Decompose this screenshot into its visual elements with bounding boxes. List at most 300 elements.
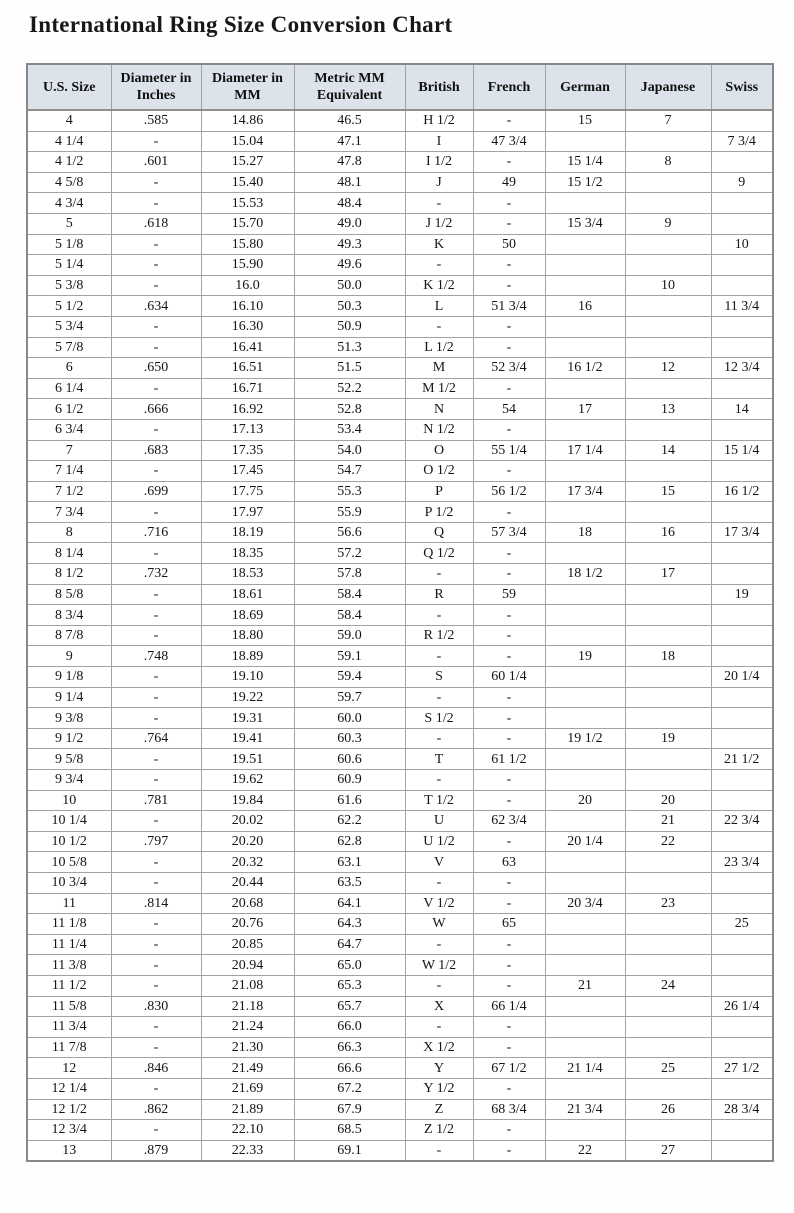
table-cell: 21.24 — [201, 1017, 294, 1038]
table-cell: 51 3/4 — [473, 296, 545, 317]
table-cell — [711, 378, 773, 399]
table-cell: 62.2 — [294, 811, 405, 832]
table-cell: Y 1/2 — [405, 1078, 473, 1099]
table-cell: - — [405, 1017, 473, 1038]
table-cell: I 1/2 — [405, 152, 473, 173]
table-cell: 59 — [473, 584, 545, 605]
table-cell: 6 1/4 — [27, 378, 111, 399]
table-cell: N — [405, 399, 473, 420]
table-cell: - — [473, 564, 545, 585]
table-cell: 9 1/4 — [27, 687, 111, 708]
table-cell: .585 — [111, 110, 201, 131]
table-cell: R — [405, 584, 473, 605]
column-header: Swiss — [711, 64, 773, 110]
table-cell: - — [473, 152, 545, 173]
table-cell: .634 — [111, 296, 201, 317]
table-cell: 20.85 — [201, 934, 294, 955]
table-cell: 4 — [27, 110, 111, 131]
table-cell: 50 — [473, 234, 545, 255]
table-cell: - — [405, 605, 473, 626]
table-cell: 8 5/8 — [27, 584, 111, 605]
table-cell: 11 1/4 — [27, 934, 111, 955]
table-cell: 17 — [625, 564, 711, 585]
table-cell: 15 3/4 — [545, 213, 625, 234]
table-cell: 68 3/4 — [473, 1099, 545, 1120]
table-cell: 17.35 — [201, 440, 294, 461]
table-cell: 55 1/4 — [473, 440, 545, 461]
table-cell: 58.4 — [294, 584, 405, 605]
table-cell: - — [473, 419, 545, 440]
table-cell — [625, 1037, 711, 1058]
table-cell — [625, 605, 711, 626]
table-cell: M — [405, 358, 473, 379]
table-cell — [625, 337, 711, 358]
table-cell — [711, 316, 773, 337]
table-cell: V — [405, 852, 473, 873]
table-cell: 63.1 — [294, 852, 405, 873]
table-row — [27, 914, 773, 935]
table-cell: 17 3/4 — [545, 481, 625, 502]
table-row — [27, 852, 773, 873]
table-cell: 54.7 — [294, 461, 405, 482]
table-cell: 22 — [545, 1140, 625, 1161]
table-cell: 59.4 — [294, 667, 405, 688]
table-cell: 21.18 — [201, 996, 294, 1017]
table-cell — [625, 770, 711, 791]
table-cell: .716 — [111, 522, 201, 543]
table-cell: 16.41 — [201, 337, 294, 358]
table-cell: 27 1/2 — [711, 1058, 773, 1079]
table-cell: 17.97 — [201, 502, 294, 523]
table-cell: - — [111, 1017, 201, 1038]
table-row — [27, 481, 773, 502]
table-cell: - — [473, 543, 545, 564]
table-cell — [711, 831, 773, 852]
table-cell: H 1/2 — [405, 110, 473, 131]
table-cell: 16.51 — [201, 358, 294, 379]
table-cell: .666 — [111, 399, 201, 420]
table-cell: 15.40 — [201, 172, 294, 193]
table-cell: 10 — [711, 234, 773, 255]
table-cell: 23 — [625, 893, 711, 914]
table-cell: 20 3/4 — [545, 893, 625, 914]
column-header: Japanese — [625, 64, 711, 110]
table-cell: 66.0 — [294, 1017, 405, 1038]
table-cell — [625, 316, 711, 337]
table-cell — [711, 110, 773, 131]
table-cell: 8 1/2 — [27, 564, 111, 585]
table-cell: 47 3/4 — [473, 131, 545, 152]
table-cell: 59.7 — [294, 687, 405, 708]
table-cell: 19.10 — [201, 667, 294, 688]
table-cell: - — [473, 605, 545, 626]
table-row — [27, 337, 773, 358]
table-cell: 18 1/2 — [545, 564, 625, 585]
table-cell: 7 — [625, 110, 711, 131]
table-row — [27, 790, 773, 811]
table-cell: 14 — [711, 399, 773, 420]
table-cell: - — [111, 255, 201, 276]
table-cell: - — [111, 316, 201, 337]
table-cell: 21.49 — [201, 1058, 294, 1079]
table-cell: 54.0 — [294, 440, 405, 461]
table-cell: - — [111, 852, 201, 873]
table-row — [27, 831, 773, 852]
table-cell: P 1/2 — [405, 502, 473, 523]
table-cell: 15 1/4 — [545, 152, 625, 173]
column-header: British — [405, 64, 473, 110]
table-cell: - — [111, 419, 201, 440]
table-cell: 51.5 — [294, 358, 405, 379]
table-cell — [545, 1037, 625, 1058]
table-cell: 6 — [27, 358, 111, 379]
table-cell: O — [405, 440, 473, 461]
table-cell: 58.4 — [294, 605, 405, 626]
table-cell: V 1/2 — [405, 893, 473, 914]
table-cell: 4 5/8 — [27, 172, 111, 193]
table-cell: X — [405, 996, 473, 1017]
table-cell: 48.4 — [294, 193, 405, 214]
table-cell: - — [473, 975, 545, 996]
table-cell: 10 — [625, 275, 711, 296]
table-cell: 9 — [711, 172, 773, 193]
table-cell: - — [473, 110, 545, 131]
table-cell: 22.10 — [201, 1120, 294, 1141]
table-row — [27, 584, 773, 605]
table-cell: T — [405, 749, 473, 770]
table-cell: - — [473, 275, 545, 296]
table-cell: 5 1/2 — [27, 296, 111, 317]
table-cell: 16.71 — [201, 378, 294, 399]
table-row — [27, 687, 773, 708]
column-header: German — [545, 64, 625, 110]
table-cell: 50.9 — [294, 316, 405, 337]
table-cell: .814 — [111, 893, 201, 914]
table-cell: 22 3/4 — [711, 811, 773, 832]
table-cell: 15 1/4 — [711, 440, 773, 461]
table-cell: - — [405, 316, 473, 337]
table-cell: 63.5 — [294, 872, 405, 893]
table-cell: - — [405, 975, 473, 996]
table-cell: 20.94 — [201, 955, 294, 976]
table-cell — [625, 1078, 711, 1099]
table-cell: 50.3 — [294, 296, 405, 317]
table-cell — [711, 543, 773, 564]
table-cell: U 1/2 — [405, 831, 473, 852]
table-cell: 19.31 — [201, 708, 294, 729]
table-cell: 26 — [625, 1099, 711, 1120]
ring-size-conversion-table — [26, 63, 774, 1162]
table-cell — [625, 461, 711, 482]
table-cell — [711, 419, 773, 440]
table-row — [27, 193, 773, 214]
table-cell — [545, 337, 625, 358]
table-cell: .650 — [111, 358, 201, 379]
table-cell: U — [405, 811, 473, 832]
table-cell — [625, 625, 711, 646]
table-cell: .601 — [111, 152, 201, 173]
table-row — [27, 378, 773, 399]
table-cell: 19.84 — [201, 790, 294, 811]
table-cell: 4 3/4 — [27, 193, 111, 214]
table-cell: 19.62 — [201, 770, 294, 791]
table-cell: 18.35 — [201, 543, 294, 564]
table-cell: - — [473, 872, 545, 893]
table-cell — [545, 316, 625, 337]
table-cell — [711, 975, 773, 996]
table-cell: 15.53 — [201, 193, 294, 214]
table-cell — [625, 296, 711, 317]
table-cell — [545, 811, 625, 832]
table-cell — [711, 790, 773, 811]
table-cell: - — [405, 728, 473, 749]
table-cell: 61 1/2 — [473, 749, 545, 770]
table-cell: 21 1/2 — [711, 749, 773, 770]
table-cell: 20.44 — [201, 872, 294, 893]
table-cell: 53.4 — [294, 419, 405, 440]
table-cell — [711, 934, 773, 955]
table-cell — [625, 255, 711, 276]
table-cell: 5 3/8 — [27, 275, 111, 296]
table-cell: - — [111, 975, 201, 996]
table-cell: 68.5 — [294, 1120, 405, 1141]
table-cell — [711, 193, 773, 214]
table-cell: 21 — [625, 811, 711, 832]
table-cell: 49.0 — [294, 213, 405, 234]
table-cell: 15.90 — [201, 255, 294, 276]
table-cell: 22 — [625, 831, 711, 852]
table-cell: 65.7 — [294, 996, 405, 1017]
table-cell: 11 5/8 — [27, 996, 111, 1017]
table-cell: 5 — [27, 213, 111, 234]
table-row — [27, 316, 773, 337]
table-cell — [711, 337, 773, 358]
table-cell — [625, 687, 711, 708]
table-cell: 19.51 — [201, 749, 294, 770]
table-row — [27, 564, 773, 585]
table-cell — [711, 872, 773, 893]
table-cell: - — [473, 461, 545, 482]
table-cell: .748 — [111, 646, 201, 667]
table-cell — [545, 543, 625, 564]
table-cell: 65 — [473, 914, 545, 935]
table-cell: .830 — [111, 996, 201, 1017]
table-cell — [625, 193, 711, 214]
table-cell: 19 — [545, 646, 625, 667]
table-cell — [545, 934, 625, 955]
table-cell — [625, 872, 711, 893]
table-cell: - — [405, 872, 473, 893]
table-cell: 62 3/4 — [473, 811, 545, 832]
table-row — [27, 893, 773, 914]
table-cell: 49 — [473, 172, 545, 193]
table-cell: 20.68 — [201, 893, 294, 914]
table-row — [27, 152, 773, 173]
table-row — [27, 646, 773, 667]
table-cell: .781 — [111, 790, 201, 811]
table-cell — [545, 955, 625, 976]
table-row — [27, 172, 773, 193]
table-cell: - — [473, 1017, 545, 1038]
table-cell: 11 3/4 — [27, 1017, 111, 1038]
table-cell: 17.45 — [201, 461, 294, 482]
table-cell: 9 3/4 — [27, 770, 111, 791]
table-cell — [545, 584, 625, 605]
table-cell: 49.6 — [294, 255, 405, 276]
table-cell: - — [111, 872, 201, 893]
table-cell: .699 — [111, 481, 201, 502]
table-cell — [545, 625, 625, 646]
table-cell: 55.9 — [294, 502, 405, 523]
table-row — [27, 522, 773, 543]
table-cell: - — [111, 605, 201, 626]
table-cell: 10 1/4 — [27, 811, 111, 832]
table-cell: - — [111, 172, 201, 193]
table-row — [27, 213, 773, 234]
table-cell: 27 — [625, 1140, 711, 1161]
table-cell: 49.3 — [294, 234, 405, 255]
table-row — [27, 1120, 773, 1141]
table-cell: 15 — [625, 481, 711, 502]
table-cell: - — [405, 934, 473, 955]
table-cell: 8 — [27, 522, 111, 543]
table-cell: I — [405, 131, 473, 152]
table-cell — [545, 234, 625, 255]
table-cell: 28 3/4 — [711, 1099, 773, 1120]
table-cell: 12 1/4 — [27, 1078, 111, 1099]
table-cell — [625, 934, 711, 955]
table-cell: 67.9 — [294, 1099, 405, 1120]
table-cell: 18.89 — [201, 646, 294, 667]
table-cell: 13 — [27, 1140, 111, 1161]
table-cell: 7 3/4 — [711, 131, 773, 152]
table-cell: 11 3/8 — [27, 955, 111, 976]
table-cell: 11 1/2 — [27, 975, 111, 996]
table-cell: - — [473, 316, 545, 337]
table-cell: 66 1/4 — [473, 996, 545, 1017]
table-cell: - — [111, 770, 201, 791]
table-cell — [545, 667, 625, 688]
table-cell: - — [473, 502, 545, 523]
table-cell: 15.70 — [201, 213, 294, 234]
table-cell: 12 1/2 — [27, 1099, 111, 1120]
table-cell — [711, 646, 773, 667]
table-row — [27, 1140, 773, 1161]
table-cell: 19.41 — [201, 728, 294, 749]
table-cell: 60.6 — [294, 749, 405, 770]
table-cell: P — [405, 481, 473, 502]
table-cell: - — [473, 790, 545, 811]
table-row — [27, 358, 773, 379]
table-row — [27, 770, 773, 791]
table-cell: - — [111, 934, 201, 955]
table-row — [27, 728, 773, 749]
table-cell: - — [473, 934, 545, 955]
table-cell: - — [473, 1120, 545, 1141]
table-cell: 65.3 — [294, 975, 405, 996]
table-row — [27, 440, 773, 461]
table-cell — [545, 1078, 625, 1099]
table-cell: 23 3/4 — [711, 852, 773, 873]
table-cell — [625, 914, 711, 935]
table-cell: 16.92 — [201, 399, 294, 420]
table-row — [27, 1037, 773, 1058]
table-cell — [545, 872, 625, 893]
table-cell: S 1/2 — [405, 708, 473, 729]
table-row — [27, 625, 773, 646]
table-cell — [711, 728, 773, 749]
table-cell: 12 3/4 — [711, 358, 773, 379]
table-cell: 60.9 — [294, 770, 405, 791]
table-cell: 4 1/2 — [27, 152, 111, 173]
table-cell: - — [405, 770, 473, 791]
table-row — [27, 1058, 773, 1079]
table-cell: - — [405, 1140, 473, 1161]
table-cell: 16 — [625, 522, 711, 543]
table-cell: 11 7/8 — [27, 1037, 111, 1058]
table-body — [27, 110, 773, 1161]
table-cell: 67 1/2 — [473, 1058, 545, 1079]
table-cell: 19.22 — [201, 687, 294, 708]
table-cell: 21 — [545, 975, 625, 996]
table-cell: - — [111, 1120, 201, 1141]
table-cell — [711, 461, 773, 482]
table-cell: 6 3/4 — [27, 419, 111, 440]
table-cell: - — [405, 564, 473, 585]
table-cell: 18 — [545, 522, 625, 543]
table-row — [27, 502, 773, 523]
table-cell: 16.30 — [201, 316, 294, 337]
table-cell: .879 — [111, 1140, 201, 1161]
table-cell: - — [473, 337, 545, 358]
table-cell — [545, 255, 625, 276]
table-cell: 21.30 — [201, 1037, 294, 1058]
table-row — [27, 131, 773, 152]
table-cell — [711, 625, 773, 646]
table-cell: 48.1 — [294, 172, 405, 193]
table-cell — [711, 770, 773, 791]
table-row — [27, 110, 773, 131]
table-cell — [711, 955, 773, 976]
table-cell: 16 1/2 — [545, 358, 625, 379]
table-cell: K — [405, 234, 473, 255]
table-cell — [711, 1140, 773, 1161]
table-cell: Z — [405, 1099, 473, 1120]
table-cell: - — [473, 1037, 545, 1058]
table-cell: W 1/2 — [405, 955, 473, 976]
table-cell — [625, 502, 711, 523]
table-cell: - — [111, 337, 201, 358]
table-cell: 9 1/2 — [27, 728, 111, 749]
table-cell: - — [473, 708, 545, 729]
table-cell: 21 3/4 — [545, 1099, 625, 1120]
table-cell: 10 5/8 — [27, 852, 111, 873]
table-cell — [625, 543, 711, 564]
table-cell: 16 1/2 — [711, 481, 773, 502]
table-cell: 15.04 — [201, 131, 294, 152]
table-cell: 65.0 — [294, 955, 405, 976]
table-cell: 57 3/4 — [473, 522, 545, 543]
table-row — [27, 996, 773, 1017]
table-cell: - — [111, 625, 201, 646]
table-cell: 19 — [711, 584, 773, 605]
table-cell: 69.1 — [294, 1140, 405, 1161]
table-cell — [625, 234, 711, 255]
table-cell — [711, 152, 773, 173]
table-cell: - — [405, 646, 473, 667]
table-cell: 5 1/4 — [27, 255, 111, 276]
table-cell: - — [473, 1078, 545, 1099]
